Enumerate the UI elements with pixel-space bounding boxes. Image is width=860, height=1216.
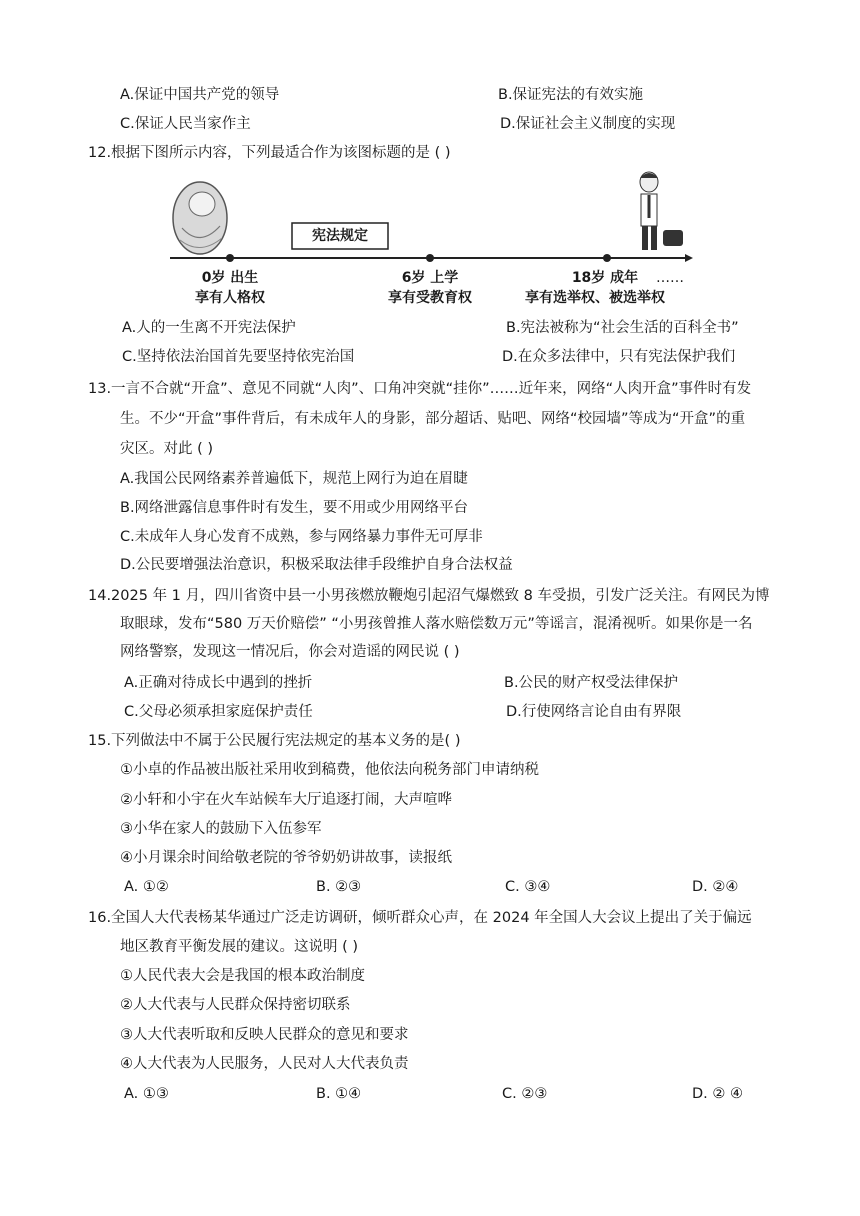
q12-timeline-figure [160, 168, 700, 308]
q16-stem-line-1: 16.全国人大代表杨某华通过广泛走访调研，倾听群众心声，在 2024 年全国人大会议上提出了关于偏远 [88, 910, 752, 926]
q14-stem-line-1: 14.2025 年 1 月，四川省资中县一小男孩燃放鞭炮引起沼气爆燃致 8 车受损，引发广泛关注。有网民为博 [88, 588, 770, 604]
timeline-dot-school [426, 254, 434, 262]
q15-item-4: ④小月课余时间给敬老院的爷爷奶奶讲故事，读报纸 [120, 850, 452, 866]
q14-option-c: C.父母必须承担家庭保护责任 [124, 704, 313, 720]
q16-option-d: D. ② ④ [692, 1086, 743, 1102]
q12-option-a: A.人的一生离不开宪法保护 [122, 320, 296, 336]
q15-option-d: D. ②④ [692, 879, 739, 895]
q12-stem: 12.根据下图所示内容，下列最适合作为该图标题的是 ( ) [88, 145, 451, 161]
adult-illustration [640, 172, 683, 250]
q13-option-d: D.公民要增强法治意识，积极采取法律手段维护自身合法权益 [120, 557, 513, 573]
q12-option-c: C.坚持依法治国首先要坚持依宪治国 [122, 349, 355, 365]
q12-option-b: B.宪法被称为“社会生活的百科全书” [506, 320, 739, 336]
q14-option-b: B.公民的财产权受法律保护 [504, 675, 679, 691]
q16-stem-line-2: 地区教育平衡发展的建议。这说明 ( ) [120, 939, 359, 955]
q13-option-a: A.我国公民网络素养普遍低下，规范上网行为迫在眉睫 [120, 471, 468, 487]
q13-option-c: C.未成年人身心发育不成熟，参与网络暴力事件无可厚非 [120, 529, 483, 545]
q14-option-d: D.行使网络言论自由有界限 [506, 704, 682, 720]
q13-stem-line-3: 灾区。对此 ( ) [120, 441, 214, 457]
q15-item-1: ①小卓的作品被出版社采用收到稿费，他依法向税务部门申请纳税 [120, 762, 539, 778]
q16-item-2: ②人大代表与人民群众保持密切联系 [120, 997, 351, 1013]
timeline-age-school: 6岁 上学 [401, 270, 459, 286]
q11-option-c: C.保证人民当家作主 [120, 116, 251, 132]
baby-illustration [173, 182, 227, 254]
q15-option-c: C. ③④ [505, 879, 551, 895]
q16-option-b: B. ①④ [316, 1086, 362, 1102]
q16-item-1: ①人民代表大会是我国的根本政治制度 [120, 968, 365, 984]
timeline-age-birth: 0岁 出生 [201, 270, 259, 286]
q14-stem-line-2: 取眼球，发布“580 万天价赔偿” “小男孩曾推人落水赔偿数万元”等谣言，混淆视听。如果你是一名 [120, 616, 753, 632]
constitution-box-label: 宪法规定 [312, 228, 368, 244]
timeline-right-school: 享有受教育权 [388, 290, 472, 306]
q11-option-a: A.保证中国共产党的领导 [120, 87, 280, 103]
q15-option-b: B. ②③ [316, 879, 362, 895]
q13-stem-line-2: 生。不少“开盒”事件背后，有未成年人的身影，部分超话、贴吧、网络“校园墙”等成为“开盒”的重 [120, 411, 746, 427]
q14-stem-line-3: 网络警察，发现这一情况后，你会对造谣的网民说 ( ) [120, 644, 460, 660]
q16-option-c: C. ②③ [502, 1086, 548, 1102]
q13-stem-line-1: 13.一言不合就“开盒”、意见不同就“人肉”、口角冲突就“挂你”……近年来，网络“人肉开盒”事件时有发 [88, 381, 752, 397]
q15-item-3: ③小华在家人的鼓励下入伍参军 [120, 821, 322, 837]
timeline-right-adult: 享有选举权、被选举权 [525, 290, 665, 306]
q16-option-a: A. ①③ [124, 1086, 169, 1102]
timeline-dot-birth [226, 254, 234, 262]
timeline-right-birth: 享有人格权 [195, 290, 265, 306]
q13-option-b: B.网络泄露信息事件时有发生，要不用或少用网络平台 [120, 500, 469, 516]
q15-stem: 15.下列做法中不属于公民履行宪法规定的基本义务的是( ) [88, 733, 461, 749]
q15-option-a: A. ①② [124, 879, 169, 895]
timeline-arrowhead [685, 254, 693, 262]
q16-item-4: ④人大代表为人民服务，人民对人大代表负责 [120, 1056, 409, 1072]
q14-option-a: A.正确对待成长中遇到的挫折 [124, 675, 313, 691]
timeline-dot-adult [603, 254, 611, 262]
timeline-ellipsis: …… [656, 270, 684, 286]
q11-option-d: D.保证社会主义制度的实现 [500, 116, 676, 132]
timeline-age-adult: 18岁 成年 [571, 270, 639, 286]
q12-option-d: D.在众多法律中，只有宪法保护我们 [502, 349, 736, 365]
q16-item-3: ③人大代表听取和反映人民群众的意见和要求 [120, 1027, 409, 1043]
q11-option-b: B.保证宪法的有效实施 [498, 87, 644, 103]
q15-item-2: ②小轩和小宇在火车站候车大厅追逐打闹，大声喧哗 [120, 792, 452, 808]
